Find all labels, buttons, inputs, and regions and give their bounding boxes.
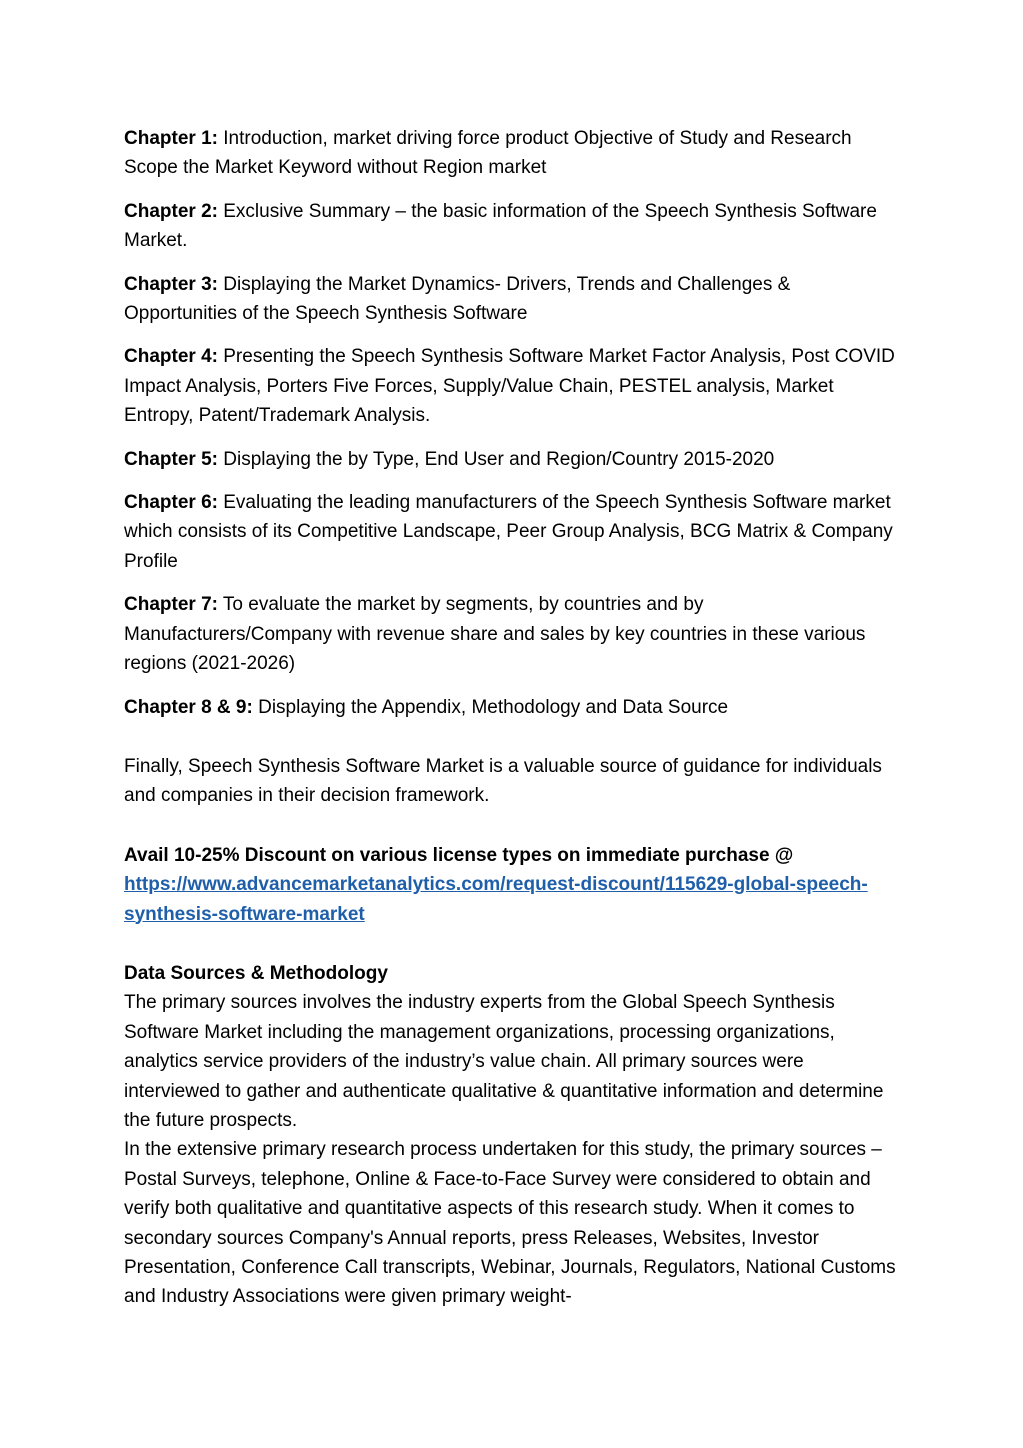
chapter-label: Chapter 1: bbox=[124, 128, 218, 149]
document-page bbox=[124, 124, 904, 1312]
chapter-label: Chapter 4: bbox=[124, 346, 218, 368]
spacer bbox=[124, 929, 904, 959]
chapter-2 bbox=[124, 197, 904, 256]
chapter-text: Evaluating the leading manufacturers of the Speech Synthesis Software market which consists of its Competitive Landscape, Peer Group Analysis, BCG Matrix & Company Profile bbox=[124, 492, 893, 572]
chapter-8-9 bbox=[124, 693, 904, 722]
chapter-6 bbox=[124, 488, 904, 576]
chapter-label: Chapter 2: bbox=[124, 200, 218, 222]
methodology-heading: Data Sources & Methodology bbox=[124, 962, 388, 984]
chapter-text: Presenting the Speech Synthesis Software Market Factor Analysis, Post COVID Impact Analysis, Porters Five Forces, Supply/Value Chain, PESTEL analysis, Market Entropy, Patent/Trademark Analysis. bbox=[124, 346, 895, 427]
chapter-5 bbox=[124, 445, 904, 474]
chapter-text: Displaying the by Type, End User and Region/Country 2015-2020 bbox=[217, 448, 775, 470]
chapter-text: Introduction, market driving force product Objective of Study and Research Scope the Market Keyword without Region market bbox=[124, 128, 852, 179]
methodology-paragraph-1: The primary sources involves the industry experts from the Global Speech Synthesis Software Market including the management organizations, processing organizations, analytics service providers of the industry’s value chain. All primary sources were interviewed to gather and authenticate qualitative & quantitative information and determine the future prospects. bbox=[124, 992, 884, 1131]
chapter-4 bbox=[124, 342, 904, 430]
chapter-1 bbox=[124, 124, 904, 183]
chapter-text: Displaying the Market Dynamics- Drivers, Trends and Challenges & Opportunities of the Speech Synthesis Software bbox=[124, 273, 791, 325]
spacer bbox=[124, 811, 904, 841]
chapter-text: Exclusive Summary – the basic information of the Speech Synthesis Software Market. bbox=[124, 200, 877, 252]
spacer bbox=[124, 736, 904, 752]
chapter-label: Chapter 5: bbox=[124, 448, 218, 470]
finally-paragraph: Finally, Speech Synthesis Software Market is a valuable source of guidance for individuals and companies in their decision framework. bbox=[124, 755, 882, 807]
discount-link[interactable]: https://www.advancemarketanalytics.com/request-discount/115629-global-speech-synthesis-software-market bbox=[124, 874, 868, 925]
chapter-3 bbox=[124, 270, 904, 329]
chapter-label: Chapter 6: bbox=[124, 492, 218, 514]
chapter-7 bbox=[124, 590, 904, 678]
discount-title: Avail 10-25% Discount on various license types on immediate purchase @ bbox=[124, 844, 794, 866]
chapter-label: Chapter 7: bbox=[124, 594, 218, 616]
chapter-text: To evaluate the market by segments, by countries and by Manufacturers/Company with revenue share and sales by key countries in these various regions (2021-2026) bbox=[124, 594, 866, 675]
methodology-paragraph-2: In the extensive primary research process undertaken for this study, the primary sources – Postal Surveys, telephone, Online & Face-to-Face Survey were considered to obtain and verify both qualitative and quantitative aspects of this research study. When it comes to secondary sources Company's Annual reports, press Releases, Websites, Investor Presentation, Conference Call transcripts, Webinar, Journals, Regulators, National Customs and Industry Associations were given primary weight- bbox=[124, 1139, 896, 1308]
chapter-label: Chapter 8 & 9: bbox=[124, 696, 253, 718]
chapter-text: Displaying the Appendix, Methodology and Data Source bbox=[252, 696, 729, 718]
chapter-label: Chapter 3: bbox=[124, 273, 218, 295]
